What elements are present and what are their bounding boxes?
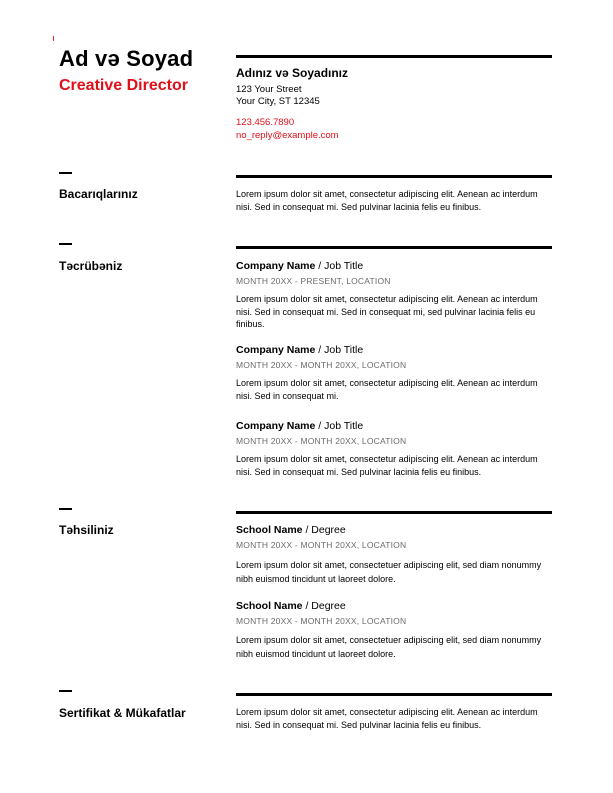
education-entry-2-heading: School Name / Degree: [236, 600, 346, 612]
experience-entry-2-dates: MONTH 20XX - MONTH 20XX, LOCATION: [236, 360, 407, 370]
experience-entry-2-heading: Company Name / Job Title: [236, 344, 364, 356]
education-entry-1-heading: School Name / Degree: [236, 524, 346, 536]
experience-entry-1-heading: Company Name / Job Title: [236, 260, 364, 272]
experience-divider: [236, 246, 552, 249]
experience-entry-1-dates: MONTH 20XX - PRESENT, LOCATION: [236, 276, 391, 286]
resume-name: Ad və Soyad: [59, 46, 194, 71]
experience-dash: [59, 243, 72, 245]
experience-entry-3-text: Lorem ipsum dolor sit amet, consectetur adipiscing elit. Aenean ac interdum nisi. Sed in consequat mi. Sed pulvinar lacinia felis eu finibus.: [236, 454, 538, 477]
experience-entry-3-heading: Company Name / Job Title: [236, 420, 364, 432]
education-entry-1-dates: MONTH 20XX - MONTH 20XX, LOCATION: [236, 540, 407, 550]
education-entry-2-dates: MONTH 20XX - MONTH 20XX, LOCATION: [236, 616, 407, 626]
contact-city: Your City, ST 12345: [236, 96, 320, 107]
skills-divider: [236, 175, 552, 178]
skills-text: Lorem ipsum dolor sit amet, consectetur adipiscing elit. Aenean ac interdum nisi. Sed in consequat mi. Sed pulvinar lacinia felis eu finibus.: [236, 189, 538, 212]
awards-divider: [236, 693, 552, 696]
resume-role: Creative Director: [59, 77, 188, 94]
awards-dash: [59, 690, 72, 692]
experience-entry-3-dates: MONTH 20XX - MONTH 20XX, LOCATION: [236, 436, 407, 446]
education-dash: [59, 508, 72, 510]
skills-title: Bacarıqlarınız: [59, 187, 138, 201]
contact-email: no_reply@example.com: [236, 130, 339, 141]
education-divider: [236, 511, 552, 514]
awards-text: Lorem ipsum dolor sit amet, consectetur adipiscing elit. Aenean ac interdum nisi. Sed in consequat mi. Sed pulvinar lacinia felis eu finibus.: [236, 707, 538, 730]
skills-dash: [59, 172, 72, 174]
text-cursor: [53, 36, 54, 41]
experience-entry-2-text: Lorem ipsum dolor sit amet, consectetur adipiscing elit. Aenean ac interdum nisi. Sed in consequat mi.: [236, 378, 538, 401]
contact-name: Adınız və Soyadınız: [236, 66, 349, 80]
experience-entry-1-text: Lorem ipsum dolor sit amet, consectetur adipiscing elit. Aenean ac interdum nisi. Sed in consequat mi. Sed in consequat mi, sed pulvinar lacinia felis eu finibus.: [236, 294, 538, 330]
contact-street: 123 Your Street: [236, 84, 302, 95]
education-entry-2-text: Lorem ipsum dolor sit amet, consectetuer adipiscing elit, sed diam nonummy nibh euismod tincidunt ut laoreet dolore.: [236, 635, 542, 659]
contact-divider: [236, 55, 552, 58]
awards-title: Sertifikat & Mükafatlar: [59, 706, 186, 720]
education-title: Təhsiliniz: [59, 523, 114, 537]
education-entry-1-text: Lorem ipsum dolor sit amet, consectetuer adipiscing elit, sed diam nonummy nibh euismod tincidunt ut laoreet dolore.: [236, 560, 542, 584]
experience-title: Təcrübəniz: [59, 259, 123, 273]
contact-phone: 123.456.7890: [236, 117, 295, 128]
